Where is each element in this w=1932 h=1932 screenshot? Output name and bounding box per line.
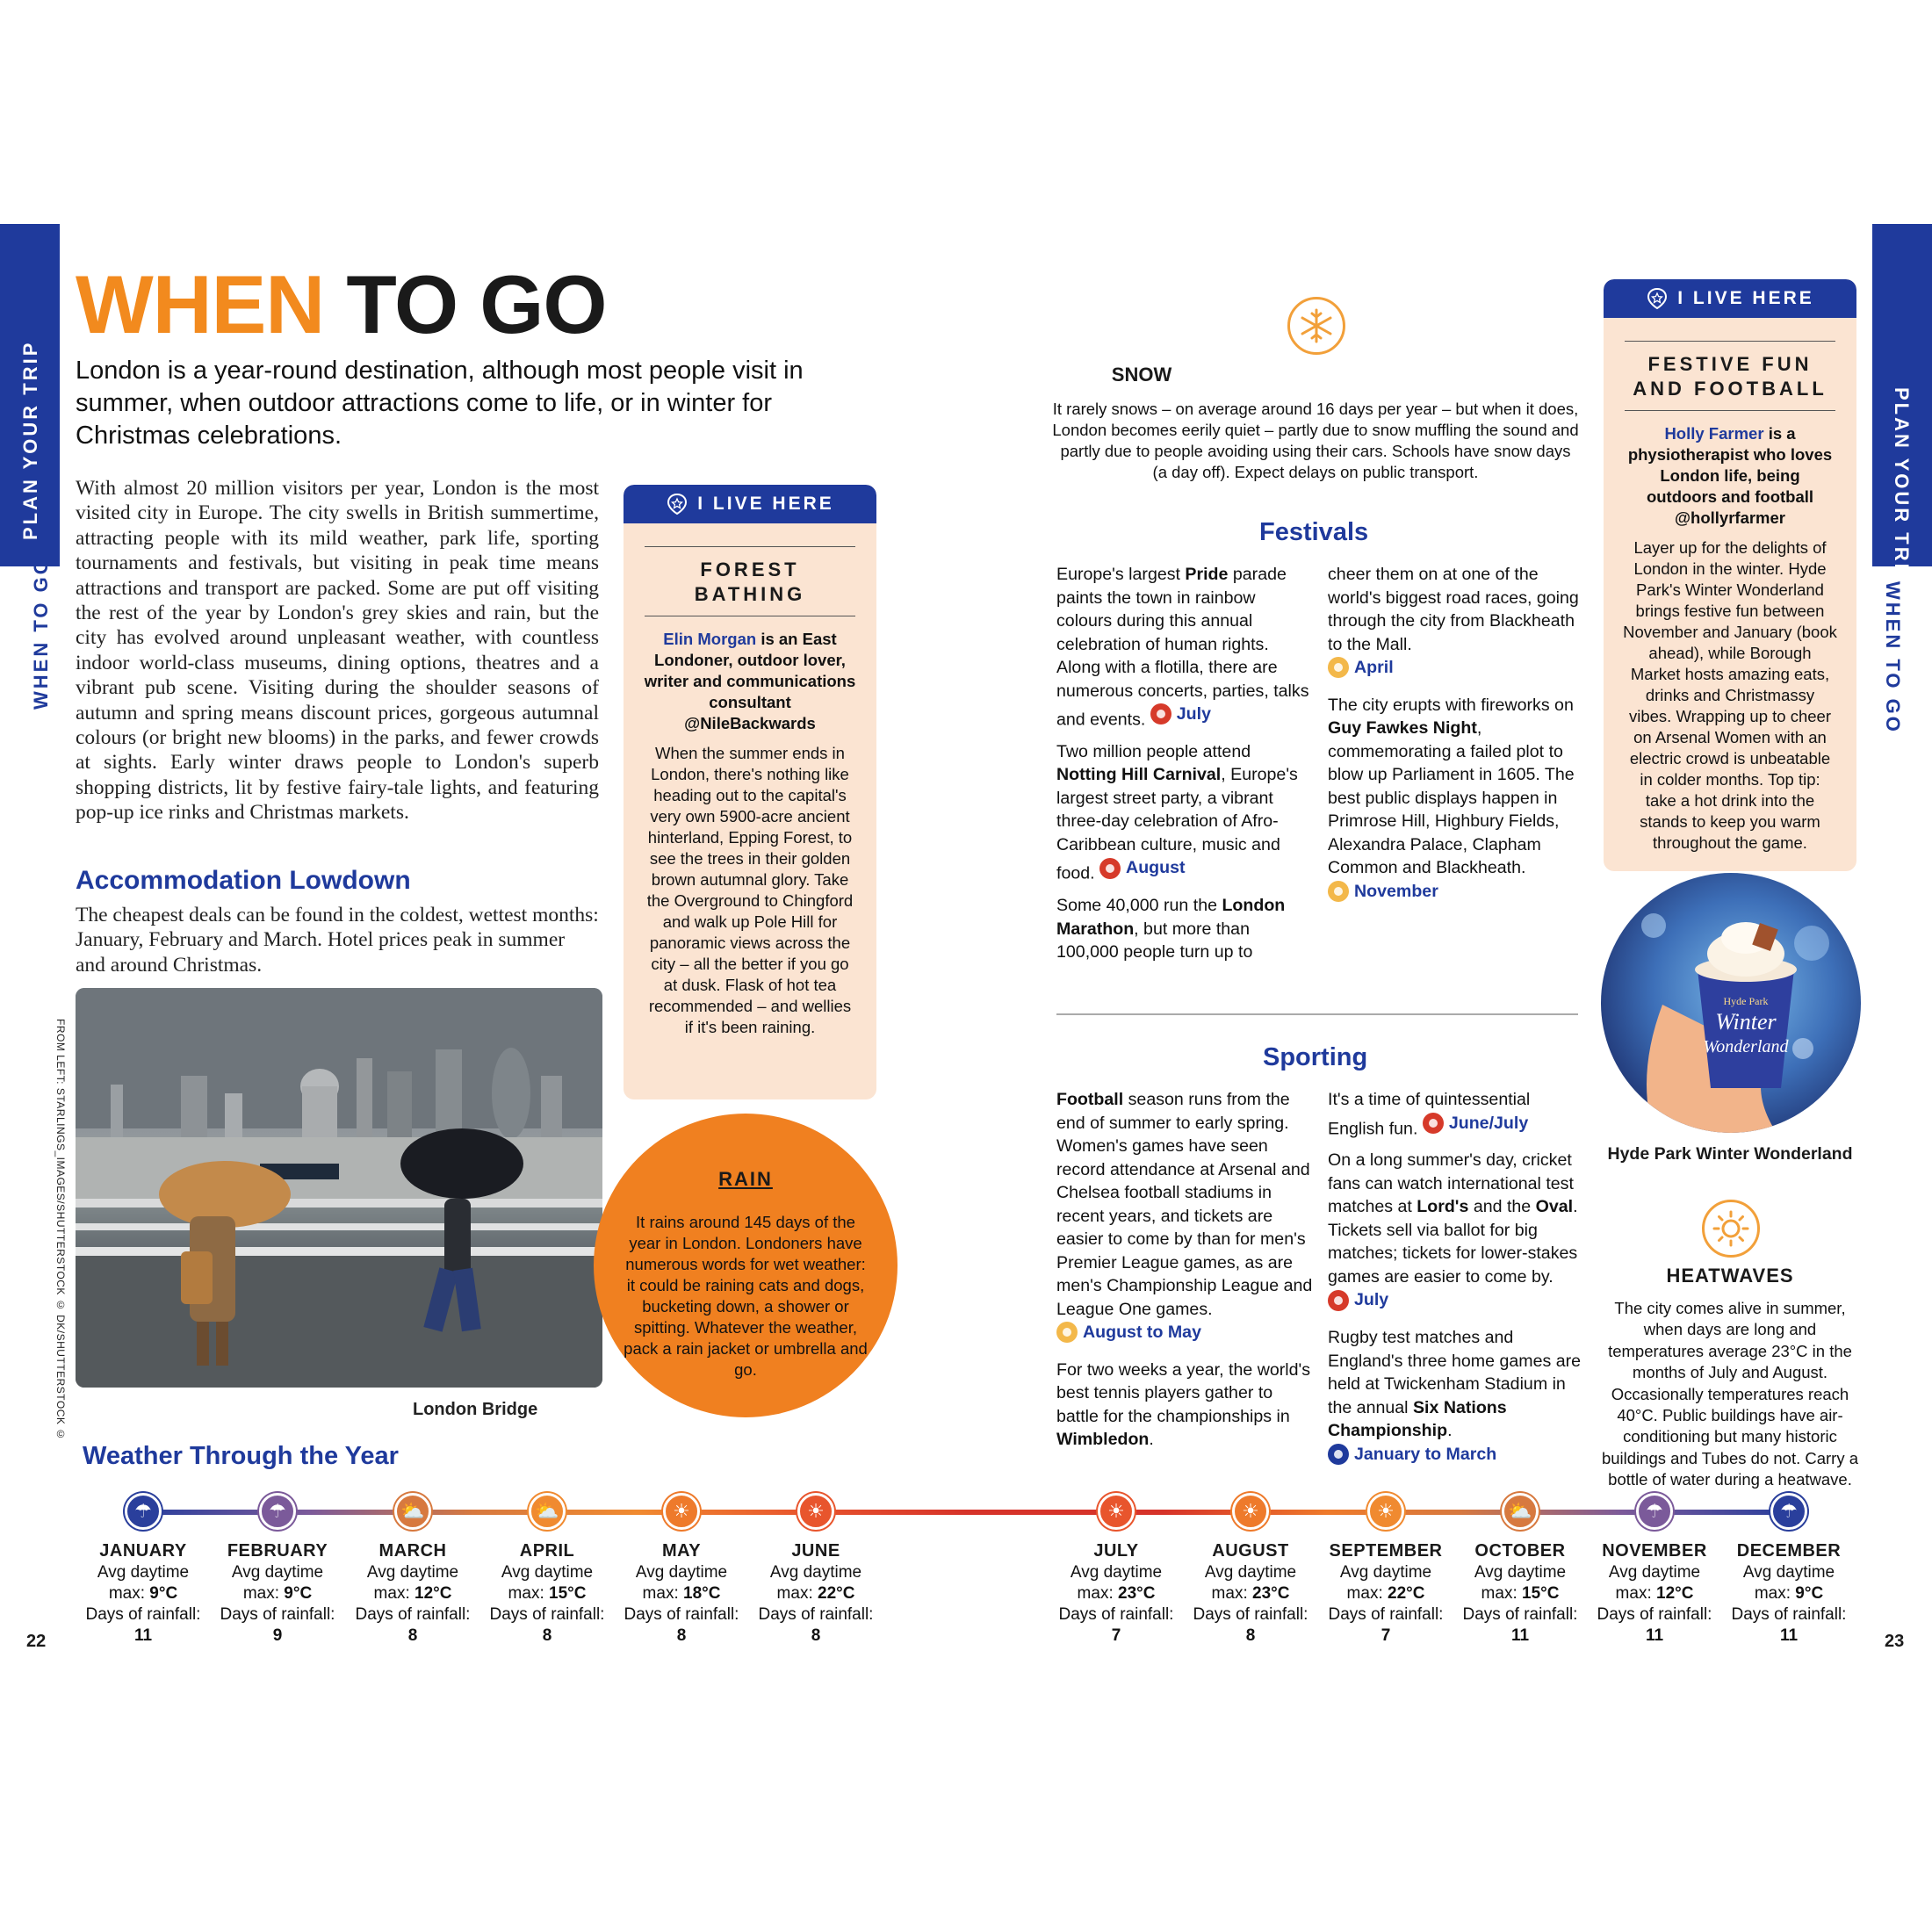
sun-cloud-icon: ⛅ [529,1493,566,1530]
page-title [76,258,607,350]
rain-label: Days of rainfall: [1597,1605,1712,1624]
rain-cloud-icon: ☂ [259,1493,296,1530]
sporting-heading: Sporting [1263,1043,1368,1071]
rain-cloud-icon: ☂ [1770,1493,1807,1530]
i-live-here-header [1604,279,1856,318]
rain-days: 7 [1381,1626,1391,1645]
marathon-item: Some 40,000 run the London Marathon, but more than 100,000 people turn up to [1056,896,1286,962]
max-temp: max: 22°C [1346,1584,1425,1603]
max-temp: max: 9°C [242,1584,313,1603]
left-side-tab [0,224,60,566]
ilh-name: Holly Farmer [1664,424,1764,443]
i-live-here-festive-fun [1604,279,1856,871]
i-live-here-label: I LIVE HERE [1677,288,1814,308]
ilh-title [645,546,855,616]
ilh-title-line: AND FOOTBALL [1633,378,1827,400]
month-name: MARCH [378,1541,447,1561]
ilh-title-line: FESTIVE FUN [1647,353,1813,375]
ilh-bio [643,629,857,734]
accommodation-heading: Accommodation Lowdown [76,866,411,895]
month-label: April [1354,658,1394,677]
avg-label: Avg daytime [1070,1563,1163,1582]
ilh-bio [1623,423,1837,529]
rain-label: Days of rainfall: [1193,1605,1308,1624]
month-name: JULY [1093,1541,1139,1561]
ilh-title-line: BATHING [694,583,806,605]
max-temp: max: 15°C [508,1584,587,1603]
title-accent: WHEN [76,258,325,350]
heatwaves-text: The city comes alive in summer, when days are long and temperatures average 23°C in the months of July and August. Occasionally temperatures reach 40°C. Public buildings have air-conditioning but many historic buildings and Tubes do not. Carry a bottle of water during a heatwave. [1601,1299,1859,1489]
rain-days: 8 [1245,1626,1256,1645]
month-name: FEBRUARY [227,1541,328,1561]
weather-month-april [481,1493,613,1647]
rain-label: Days of rainfall: [489,1605,605,1624]
cup-text: Wonderland [1703,1037,1789,1056]
rain-label: Days of rainfall: [1731,1605,1847,1624]
month-name: SEPTEMBER [1329,1541,1443,1561]
photo-caption: London Bridge [413,1400,538,1419]
month-name: AUGUST [1212,1541,1289,1561]
ilh-text: Layer up for the delights of London in the winter. Hyde Park's Winter Wonderland brings festive fun between November and January (book ahead), while Borough Market hosts amazing eats, drinks and Christmassy vibes. Wrapping up to cheer on Arsenal Women with an electric crowd is unbeatable in colder months. Top tip: take a hot drink into the stands to keep you warm throughout the game. [1623,538,1837,852]
sun-icon: ☀ [1098,1493,1135,1530]
side-sub-label: WHEN TO GO [30,557,52,710]
tennis-item-cont: It's a time of quintessential English fun. June/July [1328,1090,1531,1138]
avg-label: Avg daytime [1608,1563,1701,1582]
avg-label: Avg daytime [1204,1563,1297,1582]
weather-heading: Weather Through the Year [83,1442,399,1470]
side-tab-label: PLAN YOUR TRIP [1891,387,1913,588]
winter-caption: Hyde Park Winter Wonderland [1607,1144,1853,1164]
avg-label: Avg daytime [1339,1563,1432,1582]
month-name: NOVEMBER [1602,1541,1707,1561]
month-name: MAY [661,1541,702,1561]
weather-month-may [616,1493,747,1647]
location-pin-icon [1646,287,1669,310]
football-item: Football season runs from the end of summer to early spring. Women's games have seen record attendance at Arsenal and Chelsea football stadiums in recent years, and tickets are easier to come by than for men's Premier League games, as are men's Championship League and League One games. August to May [1056,1088,1313,1350]
winter-wonderland-photo [1601,873,1861,1133]
avg-label: Avg daytime [769,1563,862,1582]
weather-month-march [347,1493,479,1647]
max-temp: max: 15°C [1481,1584,1560,1603]
rain-days: 7 [1111,1626,1121,1645]
sun-icon: ☀ [797,1493,834,1530]
rain-label: Days of rainfall: [1058,1605,1174,1624]
month-label: November [1354,881,1438,901]
pride-item: Europe's largest Pride parade paints the town in rainbow colours during this annual celebration of human rights. Along with a flotilla, there are numerous concerts, parties, talks and events. July [1056,565,1309,730]
cup-text: Hyde Park [1723,995,1769,1007]
rain-text: It rains around 145 days of the year in London. Londoners have numerous words for wet weather: it could be raining cats and dogs, bucketing down, a shower or spitting. Whatever the weather, pack a rain jacket or umbrella and go. [624,1213,868,1379]
rain-days: 11 [1510,1626,1530,1645]
ilh-bio-text: is a physiotherapist who loves London life, being outdoors and football @hollyrfarmer [1627,424,1833,527]
weather-month-october [1454,1493,1586,1647]
avg-label: Avg daytime [366,1563,459,1582]
sun-cloud-icon: ⛅ [394,1493,431,1530]
weather-month-august [1185,1493,1316,1647]
hot-drink-cup-illustration [1601,873,1861,1133]
accommodation-text: The cheapest deals can be found in the coldest, wettest months: January, February and March. Hotel prices peak in summer and around Christmas. [76,904,599,977]
tennis-item: For two weeks a year, the world's best tennis players gather to battle for the championships in Wimbledon. [1056,1359,1311,1450]
i-live-here-label: I LIVE HERE [697,494,834,514]
photo-credit: FROM LEFT: STARLINGS_IMAGES/SHUTTERSTOCK © DK/SHUTTERSTOCK © [54,1019,67,1441]
rain-days: 11 [1779,1626,1799,1645]
ilh-text: When the summer ends in London, there's nothing like heading out to the capital's very own 5900-acre ancient hinterland, Epping Forest, to see the trees in their golden brown autumnal glory. Take the Overground to Chingford and walk up Pole Hill for panoramic views across the city – all the better if you go at dusk. Flask of hot tea recommended – and wellies if it's been raining. [646,744,854,1036]
rain-cloud-icon: ☂ [1636,1493,1673,1530]
weather-month-june [750,1493,882,1647]
right-side-tab [1872,224,1932,588]
rain-cloud-icon: ☂ [125,1493,162,1530]
rain-label: Days of rainfall: [624,1605,739,1624]
sun-icon [1702,1200,1760,1258]
page-number-left: 22 [26,1632,47,1651]
rain-title: RAIN [718,1168,773,1190]
weather-month-november [1589,1493,1720,1647]
month-label: July [1176,704,1211,724]
ilh-title [1625,341,1835,411]
carnival-item: Two million people attend Notting Hill Carnival, Europe's largest street party, a vibrant three-day celebration of Afro-Caribbean culture, music and food. August [1056,741,1298,883]
max-temp: max: 12°C [1615,1584,1694,1603]
body-text: With almost 20 million visitors per year, London is the most visited city in Europe. The city swells in British summertime, attracting people with its mild weather, park life, sporting tournaments and festivals, but visiting in peak time means attractions and transport are packed. Some are put off visiting the rest of the year by London's grey skies and rain, but the city has evolved around unpleasant weather, with countless indoor world-class museums, dining options, theatres and a vibrant pub scene. Visiting during the shoulder seasons of autumn and spring means discount prices, gorgeous autumnal colours (or bright new blooms) in the parks, and fewer crowds at sights. Early winter draws people to London's superb shopping districts, lit by festive fairy-tale lights, and featuring pop-up ice rinks and Christmas markets. [76,477,599,825]
snow-title: SNOW [1111,364,1172,386]
rain-days: 8 [542,1626,552,1645]
snowflake-icon [1287,297,1345,355]
cricket-item: On a long summer's day, cricket fans can watch international test matches at Lord's and the Oval. Tickets sell via ballot for big matches; tickets for lower-stakes games are easier to come by. July [1328,1149,1582,1317]
month-name: JANUARY [99,1541,187,1561]
max-temp: max: 18°C [642,1584,721,1603]
rain-days: 8 [811,1626,821,1645]
max-temp: max: 12°C [373,1584,452,1603]
month-label: August [1126,858,1186,878]
festivals-col-2 [1328,563,1582,918]
page-number-right: 23 [1885,1632,1905,1651]
rain-days: 9 [272,1626,283,1645]
sun-icon [1328,1290,1349,1311]
month-label: January to March [1354,1444,1497,1464]
rain-callout [594,1114,898,1417]
month-label: June/July [1448,1113,1529,1133]
festivals-col-1 [1056,563,1313,973]
rain-cloud-icon [1328,1444,1349,1465]
heatwaves-title: HEATWAVES [1666,1265,1794,1287]
marathon-item-cont: cheer them on at one of the world's biggest road races, going through the city from Blackheath to the Mall. April [1328,563,1582,685]
cup-text: Winter [1715,1009,1777,1034]
guy-fawkes-item: The city erupts with fireworks on Guy Fawkes Night, commemorating a failed plot to blow up Parliament in 1605. The best public displays happen in Primrose Hill, Highbury Fields, Alexandra Palace, Clapham Common and Blackheath. November [1328,694,1582,909]
rain-label: Days of rainfall: [1462,1605,1578,1624]
rain-label: Days of rainfall: [85,1605,201,1624]
london-bridge-photo [76,988,602,1388]
rain-label: Days of rainfall: [1328,1605,1444,1624]
avg-label: Avg daytime [1742,1563,1835,1582]
ilh-name: Elin Morgan [663,630,757,648]
avg-label: Avg daytime [231,1563,324,1582]
intro-text: London is a year-round destination, although most people visit in summer, when outdoor attractions come to life, or in winter for Christmas celebrations. [76,357,804,450]
rain-days: 11 [133,1626,153,1645]
rain-label: Days of rainfall: [220,1605,335,1624]
sun-icon [1423,1113,1444,1134]
weather-month-september [1320,1493,1452,1647]
max-temp: max: 23°C [1077,1584,1156,1603]
month-label: July [1354,1290,1389,1310]
rain-days: 11 [1645,1626,1664,1645]
weather-month-january [77,1493,209,1647]
month-name: APRIL [519,1541,575,1561]
title-main: TO GO [346,258,607,350]
sun-cloud-icon [1056,1322,1078,1343]
month-name: JUNE [791,1541,840,1561]
snow-text: It rarely snows – on average around 16 days per year – but when it does, London becomes eerily quiet – partly due to snow muffling the sound and partly due to people avoiding using their cars. Schools have snow days (a day off). Expect delays on public transport. [1052,400,1579,481]
rainy-street-illustration [76,988,602,1388]
avg-label: Avg daytime [1474,1563,1567,1582]
side-sub-label: WHEN TO GO [1882,581,1904,734]
rain-label: Days of rainfall: [355,1605,471,1624]
sun-glyph [1712,1209,1750,1248]
max-temp: max: 23°C [1211,1584,1290,1603]
max-temp: max: 9°C [108,1584,178,1603]
i-live-here-forest-bathing [624,485,876,1099]
sporting-col-2 [1328,1088,1582,1480]
side-tab-label: PLAN YOUR TRIP [19,340,41,540]
weather-month-december [1723,1493,1855,1647]
section-divider [1056,1013,1578,1015]
avg-label: Avg daytime [501,1563,594,1582]
i-live-here-header [624,485,876,523]
snowflake-glyph [1297,306,1336,345]
ilh-bio-text: is an East Londoner, outdoor lover, writer and communications consultant @NileBackwards [644,630,856,732]
sun-icon [1099,858,1121,879]
sporting-col-1 [1056,1088,1313,1460]
ilh-title-line: FOREST [700,559,800,580]
avg-label: Avg daytime [635,1563,728,1582]
rain-days: 8 [407,1626,418,1645]
rain-label: Days of rainfall: [758,1605,874,1624]
sun-cloud-icon: ⛅ [1502,1493,1539,1530]
month-name: OCTOBER [1474,1541,1566,1561]
sun-icon: ☀ [663,1493,700,1530]
sun-cloud-icon [1328,657,1349,678]
sun-icon: ☀ [1232,1493,1269,1530]
weather-month-february [212,1493,343,1647]
max-temp: max: 9°C [1754,1584,1824,1603]
rain-days: 8 [676,1626,687,1645]
avg-label: Avg daytime [97,1563,190,1582]
month-name: DECEMBER [1736,1541,1842,1561]
location-pin-icon [666,493,688,515]
weather-month-july [1050,1493,1182,1647]
festivals-heading: Festivals [1259,518,1369,546]
sun-icon: ☀ [1367,1493,1404,1530]
fireworks-icon [1150,703,1171,724]
sun-cloud-icon [1328,881,1349,902]
month-label: August to May [1083,1323,1201,1342]
rugby-item: Rugby test matches and England's three home games are held at Twickenham Stadium in the annual Six Nations Championship. January to March [1328,1326,1582,1471]
max-temp: max: 22°C [776,1584,855,1603]
